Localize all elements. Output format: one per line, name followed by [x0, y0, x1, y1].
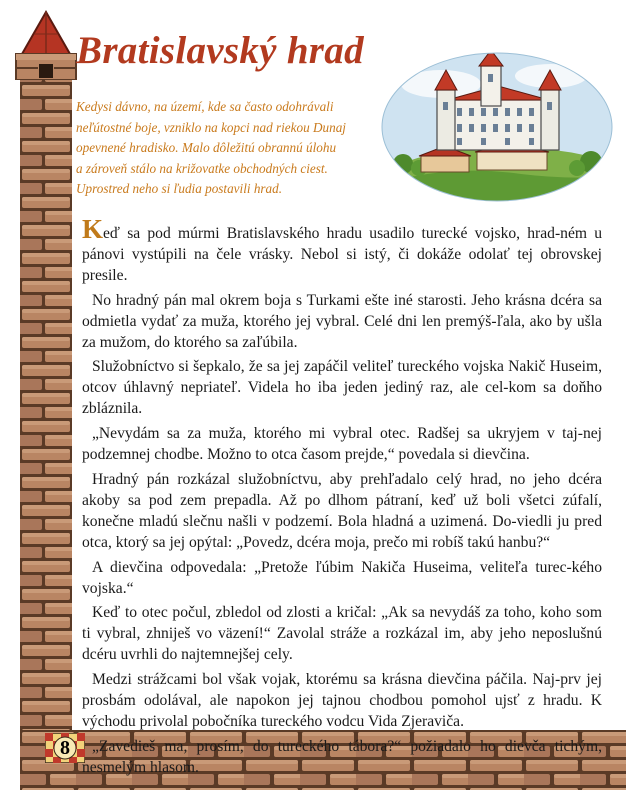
story-paragraph: Služobníctvo si šepkalo, že sa jej zapáčil veliteľ tureckého vojska Nakič Huseim, otcov úhlavný nepriateľ. Videla ho iba jeden jediný raz, ale cel-kom sa doňho zbláznila.: [82, 358, 602, 418]
intro-line: Kedysi dávno, na území, kde sa často odohrávali: [76, 99, 334, 114]
story-paragraph: Hradný pán rozkázal služobníctvu, aby prehľadalo celý hrad, no jeho dcéra akoby sa pod zem prepadla. Až po dlhom pátraní, keď už boli všetci zúfalí, konečne mladú slečnu našli v podzemí. Bola hladná a uzimená. Do-viedli ju pred otca, ktorý sa jej opýtal: „Povedz, dcéra moja, prečo mi robíš takú hanbu?“: [82, 470, 602, 551]
story-paragraph: No hradný pán mal okrem boja s Turkami ešte iné starosti. Jeho krásna dcéra sa odmietla vydať za muža, ktorého jej vybral. Celé dni len premýš-ľala, ako by ušla za mužom, do ktorého sa zaľúbila.: [82, 291, 602, 351]
intro-line: opevnené hradisko. Malo dôležitú obrannú úlohu: [76, 140, 337, 156]
page-number-badge: [45, 733, 85, 763]
story-paragraph: „Zavedieš ma, prosím, do tureckého tábora?“ požiadalo ho dievča tichým, nesmelým hlasom.: [82, 737, 602, 776]
intro-line: Uprostred neho si ľudia postavili hrad.: [76, 181, 283, 197]
story-paragraph: „Nevydám sa za muža, ktorého mi vybral otec. Radšej sa ukryjem v taj-nej podzemnej chodbe. Možno to otca časom prejde,“ povedala si dievčina.: [82, 425, 602, 464]
story-paragraph: Medzi strážcami bol však vojak, ktorému sa krásna dievčina páčila. Naj-prv jej prosbám odolával, ale napokon jej tajnou chodbou pomohol ujsť z hradu. K východu privolal pobočníka tureckého vodcu Vida Zjeraviča.: [82, 671, 602, 730]
page-title: Bratislavský hrad: [76, 29, 364, 72]
watchtower-icon: [12, 10, 80, 80]
brick-wall-vertical: [20, 55, 72, 745]
story-body: [82, 214, 602, 779]
page-number: 8: [60, 736, 70, 759]
intro-text: [76, 97, 376, 200]
story-paragraph: [82, 214, 602, 287]
drop-cap: K: [82, 214, 104, 244]
castle-illustration: [381, 52, 613, 202]
intro-line: neľútostné boje, vzniklo na kopci nad riekou Dunaj: [76, 119, 346, 135]
intro-line: a zároveň stálo na križovatke obchodných ciest.: [76, 160, 328, 176]
story-paragraph: A dievčina odpovedala: „Pretože ľúbim Nakiča Huseima, veliteľa turec-kého vojska.“: [82, 558, 602, 597]
paragraph-text: eď sa pod múrmi Bratislavského hradu usadilo turecké vojsko, hrad-ném u pánovi vystúpili na čele vrásky. Nebol si istý, či dokáže odolať tej obrovskej presile.: [82, 225, 602, 284]
story-paragraph: Keď to otec počul, zbledol od zlosti a kričal: „Ak sa nevydáš za toho, koho som ti vybral, zhniješ vo väzení!“ Zavolal stráže a rozkázal im, aby jeho neposlušnú dcéru uvrhli do najtemnejšej cely.: [82, 604, 602, 664]
